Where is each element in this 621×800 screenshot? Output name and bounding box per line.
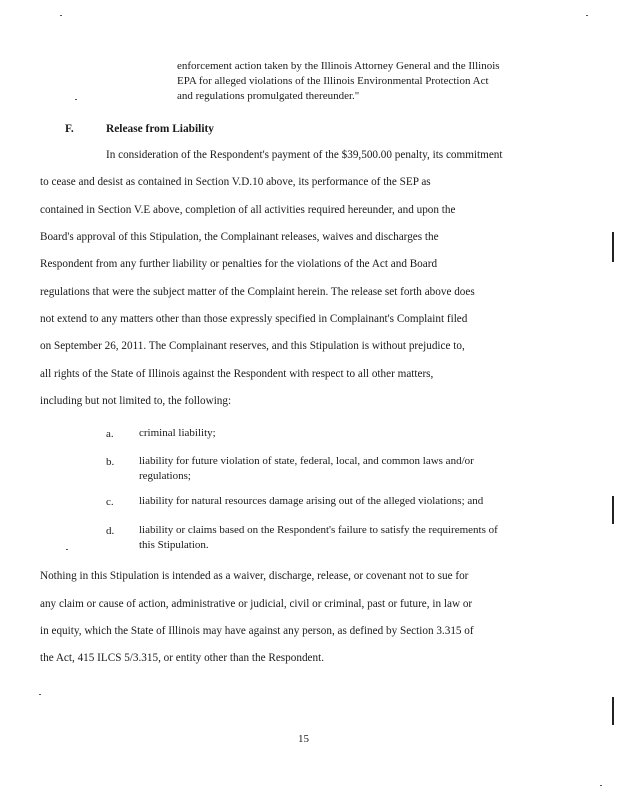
- list-marker: b.: [106, 456, 115, 468]
- paragraph-line: not extend to any matters other than those expressly specified in Complainant's Complaint filed: [40, 313, 468, 325]
- scan-speck: [66, 549, 68, 550]
- paragraph-line: the Act, 415 ILCS 5/3.315, or entity other than the Respondent.: [40, 652, 324, 664]
- list-item: this Stipulation.: [139, 539, 209, 551]
- margin-change-bar: [612, 232, 614, 262]
- paragraph-line: In consideration of the Respondent's payment of the $39,500.00 penalty, its commitment: [106, 149, 503, 161]
- quote-line: and regulations promulgated thereunder.": [177, 90, 360, 102]
- paragraph-line: contained in Section V.E above, completion of all activities required hereunder, and upon the: [40, 204, 456, 216]
- quote-line: enforcement action taken by the Illinois Attorney General and the Illinois: [177, 60, 500, 72]
- paragraph-line: Respondent from any further liability or penalties for the violations of the Act and Board: [40, 258, 438, 270]
- list-item: liability for natural resources damage arising out of the alleged violations; and: [139, 495, 484, 507]
- section-title: Release from Liability: [106, 123, 214, 135]
- paragraph-line: regulations that were the subject matter of the Complaint herein. The release set forth above does: [40, 286, 475, 298]
- margin-change-bar: [612, 496, 614, 524]
- list-item: liability or claims based on the Respondent's failure to satisfy the requirements of: [139, 524, 498, 536]
- section-number: F.: [65, 123, 74, 135]
- list-item: liability for future violation of state, federal, local, and common laws and/or: [139, 455, 474, 467]
- list-marker: d.: [106, 525, 115, 537]
- paragraph-line: to cease and desist as contained in Section V.D.10 above, its performance of the SEP as: [40, 176, 431, 188]
- margin-change-bar: [612, 697, 614, 725]
- scan-speck: [75, 99, 77, 100]
- paragraph-line: including but not limited to, the following:: [40, 395, 232, 407]
- paragraph-line: in equity, which the State of Illinois may have against any person, as defined by Section 3.315 of: [40, 625, 474, 637]
- list-item: criminal liability;: [139, 427, 216, 439]
- scan-speck: [39, 694, 41, 695]
- scan-speck: [600, 785, 602, 786]
- quote-line: EPA for alleged violations of the Illinois Environmental Protection Act: [177, 75, 489, 87]
- paragraph-line: any claim or cause of action, administrative or judicial, civil or criminal, past or future, in law or: [40, 598, 473, 610]
- page-number: 15: [298, 733, 309, 745]
- scan-speck: [586, 15, 588, 16]
- list-marker: c.: [106, 496, 114, 508]
- paragraph-line: Board's approval of this Stipulation, the Complainant releases, waives and discharges the: [40, 231, 439, 243]
- list-marker: a.: [106, 428, 114, 440]
- scan-speck: [60, 15, 62, 16]
- paragraph-line: all rights of the State of Illinois against the Respondent with respect to all other matters,: [40, 368, 434, 380]
- paragraph-line: on September 26, 2011. The Complainant reserves, and this Stipulation is without prejudice to,: [40, 340, 465, 352]
- paragraph-line: Nothing in this Stipulation is intended as a waiver, discharge, release, or covenant not to sue for: [40, 570, 469, 582]
- list-item: regulations;: [139, 470, 191, 482]
